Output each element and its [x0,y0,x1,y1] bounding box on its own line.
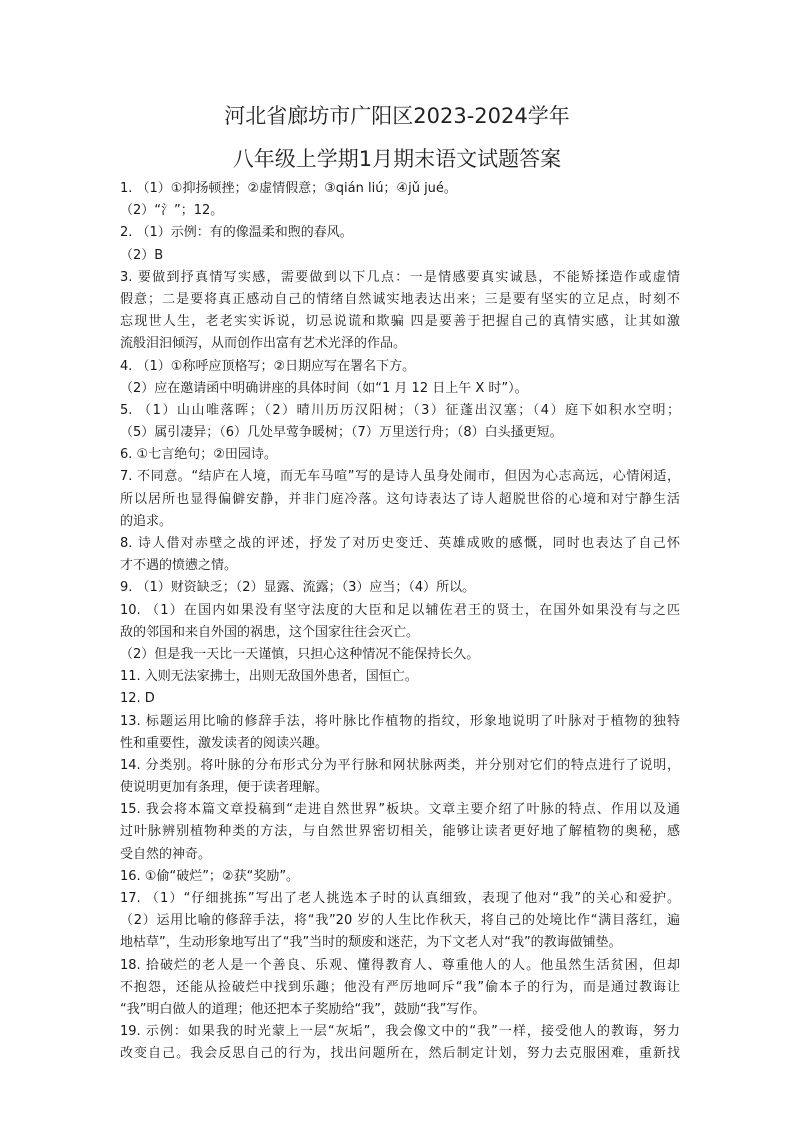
answer-body [120,178,680,1066]
answer-line: 假意；二是要将真正感动自己的情绪自然诚实地表达出来；三是要有坚实的立足点，时刻不 [120,291,680,307]
answer-line: 18. 拾破烂的老人是一个善良、乐观、懂得教育人、尊重他人的人。他虽然生活贫困，但却 [120,957,680,973]
answer-line: 11. 入则无法家拂士，出则无敌国外患者，国恒亡。 [120,669,418,685]
answer-line: 使说明更加有条理，便于读者理解。 [120,780,329,796]
answer-line: （2）应在邀请函中明确讲座的具体时间（如“1 月 12 日上午 X 时”）。 [120,380,528,396]
answer-line: 6. ①七言绝句；②田园诗。 [120,447,277,463]
document-title-line1: 河北省廊坊市广阳区2023-2024学年 [224,104,570,128]
answer-line: 改变自己。我会反思自己的行为，找出问题所在，然后制定计划，努力去克服困难，重新找 [120,1046,680,1062]
answer-line: 15. 我会将本篇文章投稿到“走进自然世界”板块。文章主要介绍了叶脉的特点、作用以及通 [120,802,680,818]
answer-line: 12. D [120,691,155,707]
answer-line: 流般泪汩倾泻，从而创作出富有艺术光泽的作品。 [120,336,407,352]
answer-line: （5）属引凄异；（6）几处早莺争暖树；（7）万里送行舟；（8）白头搔更短。 [120,425,563,441]
answer-line: 所以居所也显得偏僻安静，并非门庭冷落。这句诗表达了诗人超脱世俗的心境和对宁静生活 [120,491,680,507]
answer-line: （2）但是我一天比一天谨慎，只担心这种情况不能保持长久。 [120,646,480,662]
answer-line: 5. （1）山山唯落晖；（2）晴川历历汉阳树；（3）征蓬出汉塞；（4）庭下如积水空明； [120,402,680,418]
answer-line: 敌的邻国和来自外国的祸患，这个国家往往会灭亡。 [120,624,420,640]
answer-line: （2）“氵”；12。 [120,203,224,219]
answer-line: 7. 不同意。“结庐在人境，而无车马喧”写的是诗人虽身处闹市，但因为心志高远，心情闲适， [120,469,680,485]
answer-line: 忘现世人生，老老实实诉说，切忌说谎和欺骗 四是要善于把握自己的真情实感，让其如激 [120,314,680,330]
answer-line: 3. 要做到抒真情写实感，需要做到以下几点：一是情感要真实诚恳，不能矫揉造作或虚情 [120,269,680,285]
answer-line: 的追求。 [120,513,173,529]
answer-line: 过叶脉辨别植物种类的方法，与自然世界密切相关，能够让读者更好地了解植物的奥秘，感 [120,824,680,840]
answer-line: 17. （1）“仔细挑拣”写出了老人挑选本子时的认真细致，表现了他对“我”的关心和爱护。 [120,891,680,906]
answer-line: 10. （1）在国内如果没有坚守法度的大臣和足以辅佐君王的贤士，在国外如果没有与之匹 [120,602,680,618]
answer-line: 13. 标题运用比喻的修辞手法，将叶脉比作植物的指纹，形象地说明了叶脉对于植物的独特 [120,713,680,729]
answer-line: 才不遇的愤懑之情。 [120,558,238,574]
answer-line: 9. （1）财资缺乏；（2）显露、流露；（3）应当；（4）所以。 [120,580,476,596]
answer-line: 16. ①偷“破烂”；②获“奖励”。 [120,868,300,884]
answer-line: 不抱怨，还能从捡破烂中找到乐趣；他没有严厉地呵斥“我”偷本子的行为，而是通过教诲让 [120,979,680,995]
answer-line: 性和重要性，激发读者的阅读兴趣。 [120,735,329,751]
answer-line: （2）运用比喻的修辞手法，将“我”20 岁的人生比作秋天，将自己的处境比作“满目落红，遍 [120,913,680,929]
answer-line: 地枯草”，生动形象地写出了“我”当时的颓废和迷茫，为下文老人对“我”的教诲做铺垫。 [120,935,622,951]
answer-line: 2. （1）示例：有的像温柔和煦的春风。 [120,225,353,241]
answer-line: 4. （1）①称呼应顶格写；②日期应写在署名下方。 [120,358,416,374]
answer-line: 受自然的神奇。 [120,846,212,862]
answer-line: “我”明白做人的道理；他还把本子奖励给“我”，鼓励“我”写作。 [120,1001,486,1017]
answer-line: 14. 分类别。将叶脉的分布形式分为平行脉和网状脉两类，并分别对它们的特点进行了说明， [120,757,680,773]
answer-line: （2）B [120,247,164,263]
answer-line: 8. 诗人借对赤壁之战的评述，抒发了对历史变迁、英雄成败的感慨，同时也表达了自己怀 [120,536,680,551]
answer-line: 19. 示例：如果我的时光蒙上一层“灰垢”，我会像文中的“我”一样，接受他人的教诲，努力 [120,1024,680,1040]
answer-line: 1. （1）①抑扬顿挫；②虚情假意；③qián liú；④jǔ jué。 [120,181,457,196]
document-title-line2: 八年级上学期1月期末语文试题答案 [232,147,562,171]
